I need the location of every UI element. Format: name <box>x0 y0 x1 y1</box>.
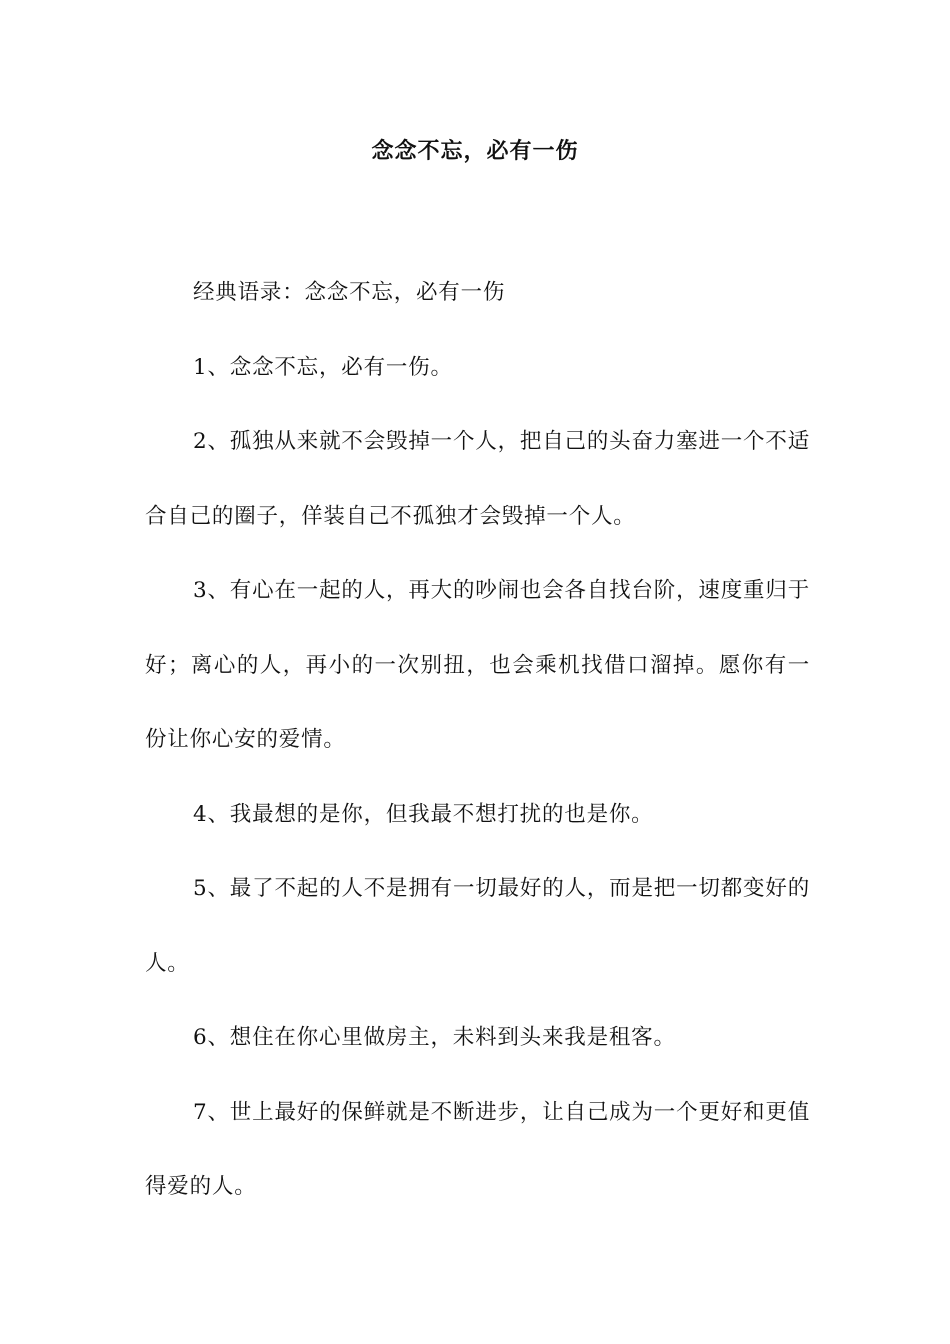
paragraph-quote-7: 7、世上最好的保鲜就是不断进步，让自己成为一个更好和更值得爱的人。 <box>145 1099 810 1199</box>
paragraph-quote-5: 5、最了不起的人不是拥有一切最好的人，而是把一切都变好的人。 <box>145 876 810 976</box>
paragraph-quote-6: 6、想住在你心里做房主，未料到头来我是租客。 <box>193 1025 676 1050</box>
paragraph-quote-4: 4、我最想的是你，但我最不想打扰的也是你。 <box>193 801 654 827</box>
paragraph-intro: 经典语录：念念不忘，必有一伤 <box>193 280 506 305</box>
paragraph-quote-3: 3、有心在一起的人，再大的吵闹也会各自找台阶，速度重归于好；离心的人，再小的一次别扭，也会乘机找借口溜掉。愿你有一份让你心安的爱情。 <box>145 578 810 752</box>
paragraph-quote-1: 1、念念不忘，必有一伤。 <box>193 354 453 380</box>
document-title: 念念不忘，必有一伤 <box>371 139 579 164</box>
paragraph-quote-2: 2、孤独从来就不会毁掉一个人，把自己的头奋力塞进一个不适合自己的圈子，佯装自己不孤独才会毁掉一个人。 <box>145 429 810 529</box>
document-body <box>145 256 810 1225</box>
